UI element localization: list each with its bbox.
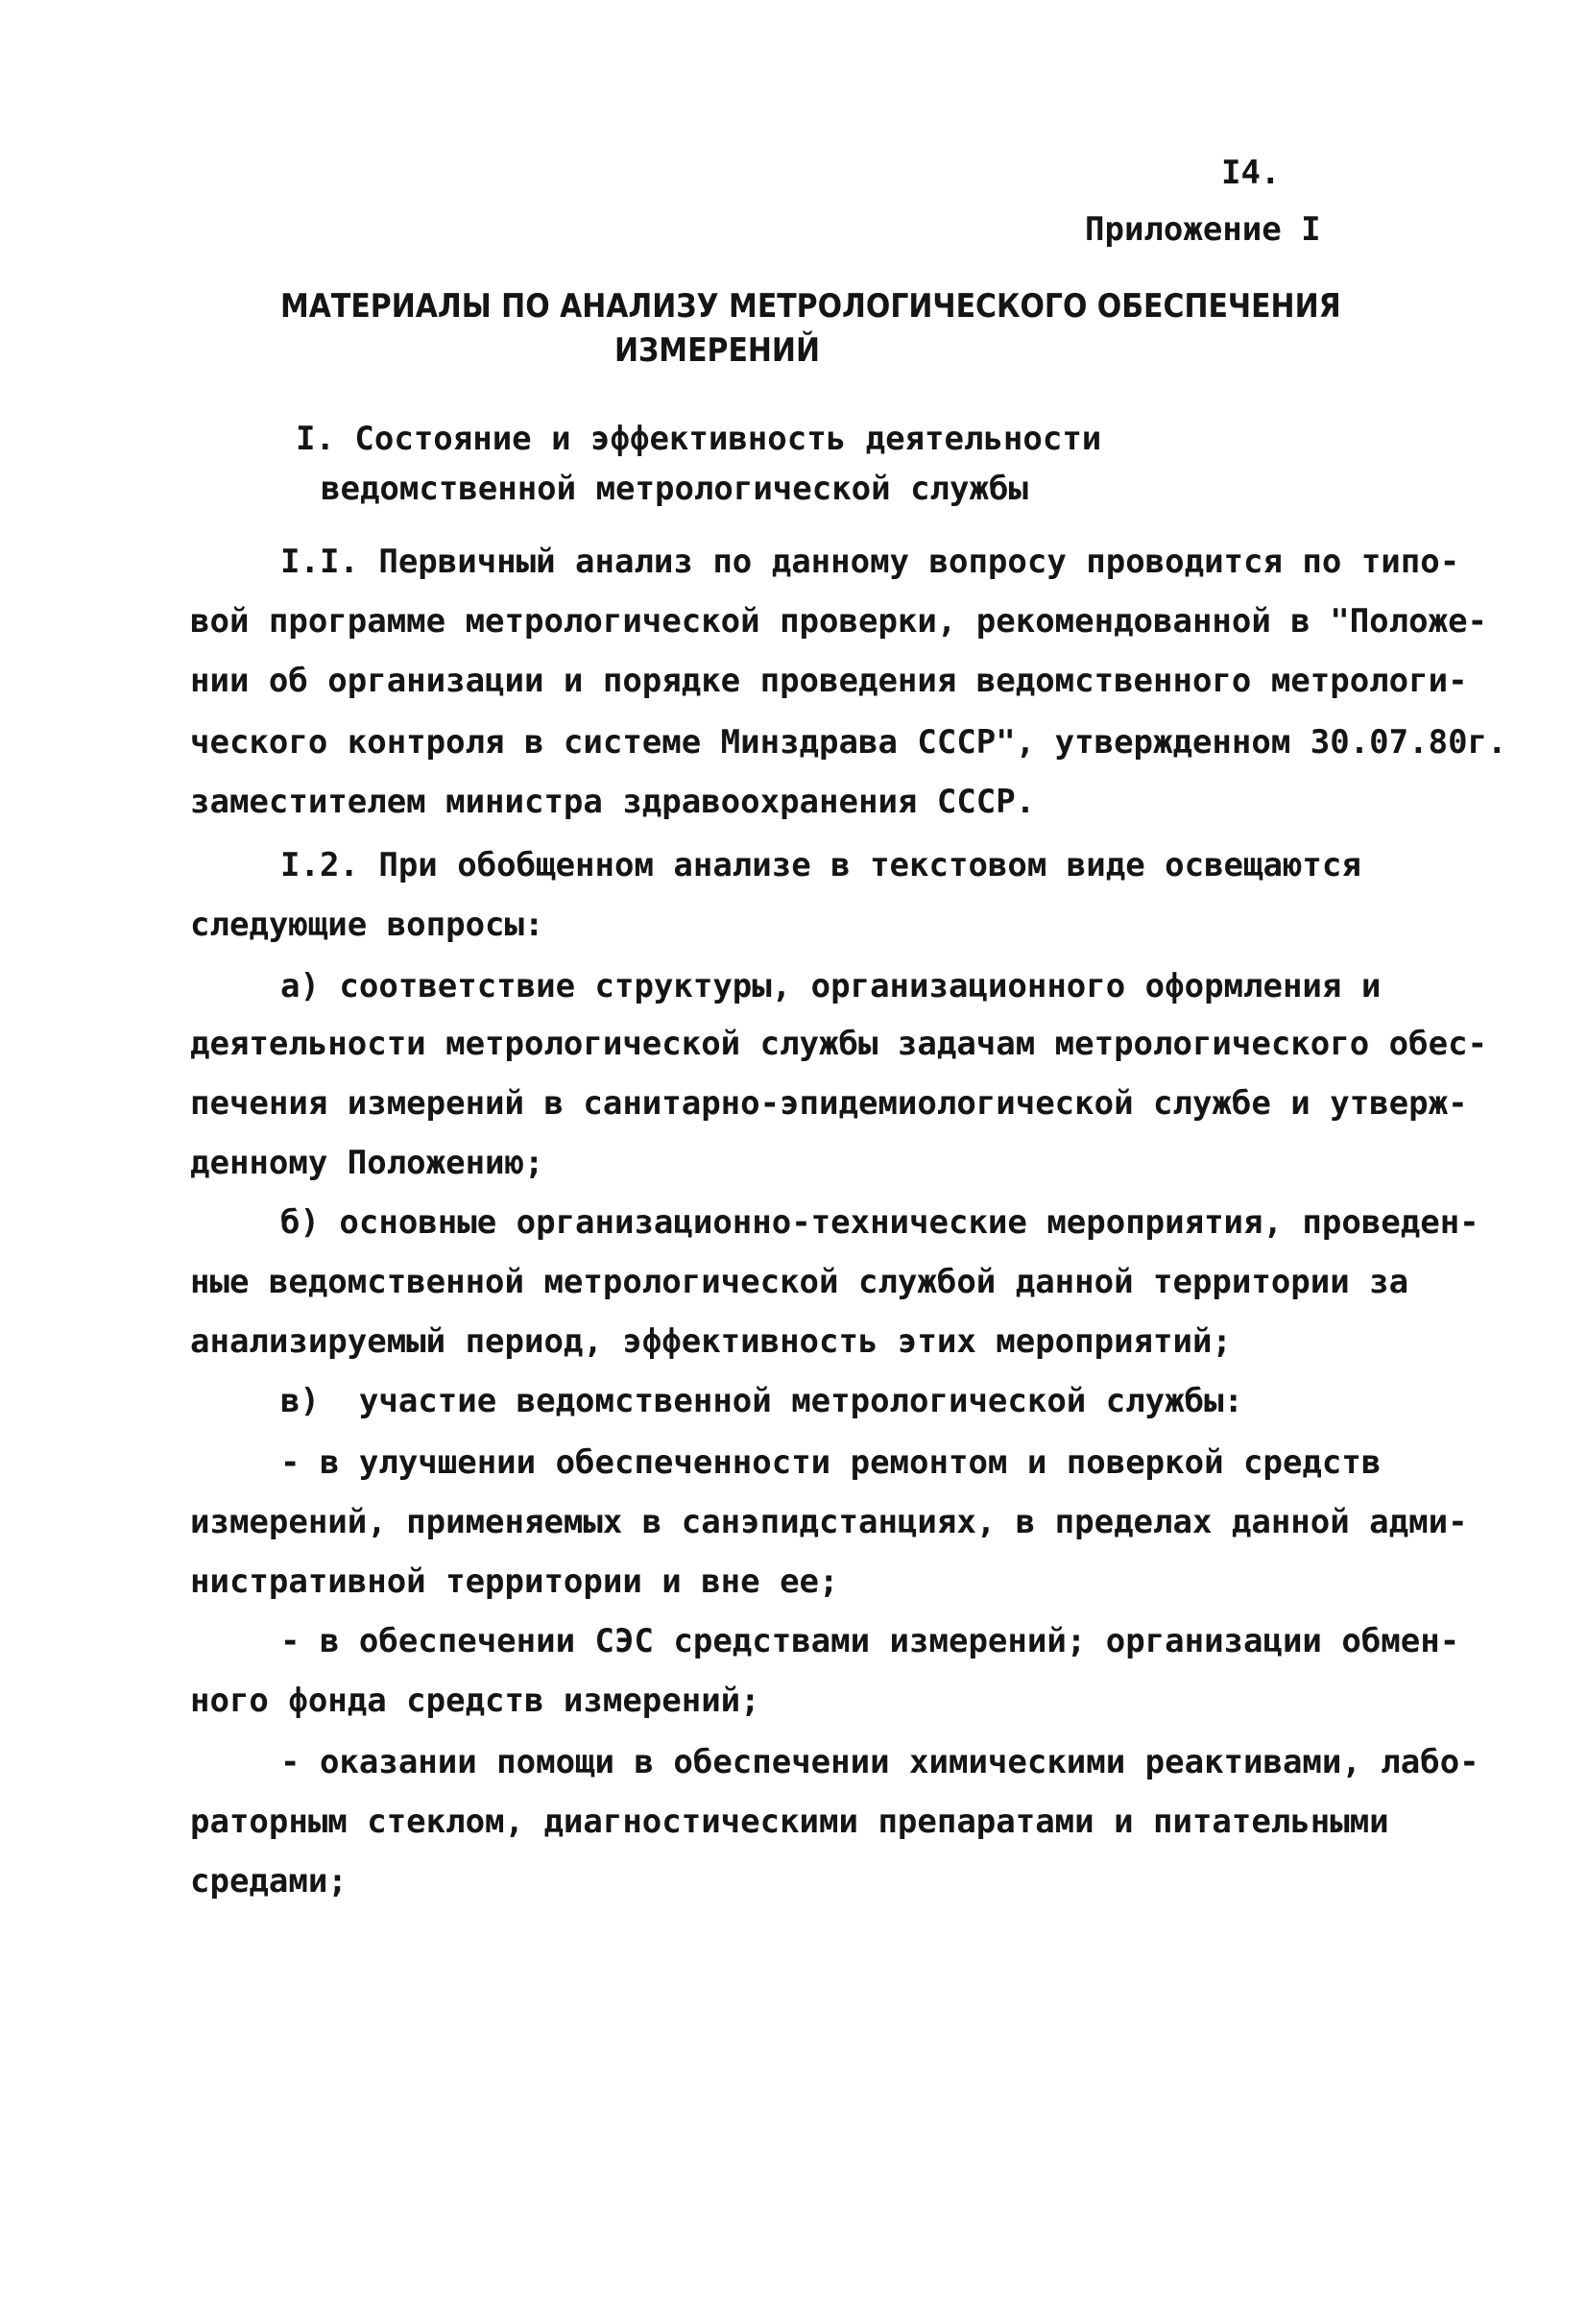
body-line: вой программе метрологической проверки, рекомендованной в "Положе-: [190, 602, 1488, 641]
appendix-label: Приложение I: [1085, 210, 1321, 249]
body-line: ные ведомственной метрологической службой данной территории за: [190, 1263, 1409, 1301]
body-line: нии об организации и порядке проведения ведомственного метрологи-: [190, 662, 1468, 700]
section-heading: I. Состояние и эффективность деятельности: [296, 420, 1102, 458]
section-heading-continued: ведомственной метрологической службы: [321, 470, 1028, 508]
body-line: ческого контроля в системе Минздрава СССР", утвержденном 30.07.80г.: [190, 723, 1507, 762]
body-line: нистративной территории и вне ее;: [190, 1562, 839, 1601]
body-line: измерений, применяемых в санэпидстанциях, в пределах данной адми-: [190, 1503, 1468, 1541]
document-title-continued: ИЗМЕРЕНИЙ: [614, 331, 821, 370]
body-line: - оказании помощи в обеспечении химическими реактивами, лабо-: [280, 1743, 1479, 1781]
body-line: печения измерений в санитарно-эпидемиологической службе и утверж-: [190, 1084, 1468, 1123]
body-line: а) соответствие структуры, организационного оформления и: [280, 967, 1382, 1005]
body-line: средами;: [190, 1862, 348, 1900]
body-line: следующие вопросы:: [190, 906, 544, 944]
body-line: раторным стеклом, диагностическими препаратами и питательными: [190, 1803, 1389, 1841]
body-line: - в обеспечении СЭС средствами измерений; организации обмен-: [280, 1622, 1460, 1660]
body-line: в) участие ведомственной метрологической службы:: [280, 1382, 1244, 1420]
body-line: ного фонда средств измерений;: [190, 1682, 760, 1720]
body-line: - в улучшении обеспеченности ремонтом и поверкой средств: [280, 1443, 1382, 1482]
body-line: I.2. При обобщенном анализе в текстовом виде освещаются: [280, 846, 1361, 884]
document-title: МАТЕРИАЛЫ ПО АНАЛИЗУ МЕТРОЛОГИЧЕСКОГО ОБЕСПЕЧЕНИЯ: [280, 287, 1341, 326]
body-line: анализируемый период, эффективность этих мероприятий;: [190, 1322, 1232, 1361]
body-line: заместителем министра здравоохранения СССР.: [190, 783, 1036, 821]
body-line: деятельности метрологической службы задачам метрологического обес-: [190, 1025, 1488, 1063]
body-line: б) основные организационно-технические мероприятия, проведен-: [280, 1203, 1479, 1242]
page-number: I4.: [1221, 154, 1281, 192]
body-line: I.I. Первичный анализ по данному вопросу проводится по типо-: [280, 543, 1460, 581]
body-line: денному Положению;: [190, 1144, 544, 1182]
